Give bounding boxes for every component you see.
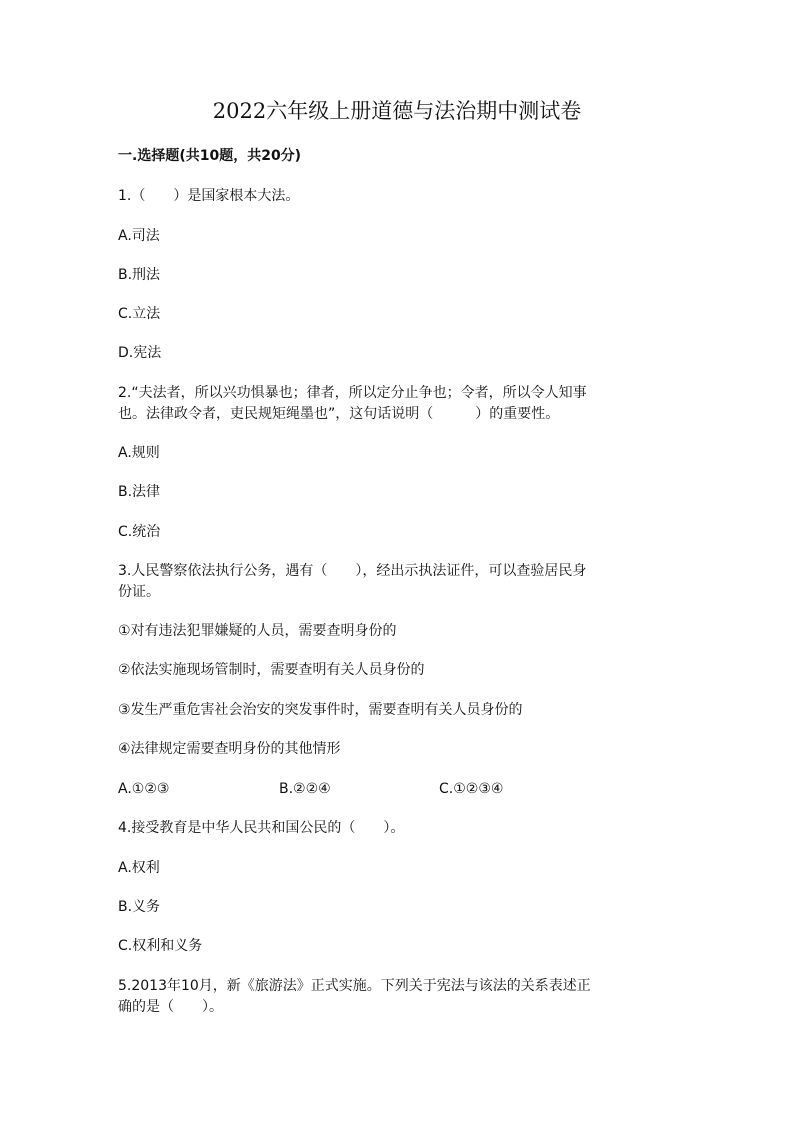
- question-2-option-c: C.统治: [118, 524, 161, 540]
- question-2-stem-line-1: 2.“夫法者，所以兴功惧暴也；律者，所以定分止争也；令者，所以令人知事: [118, 385, 587, 401]
- question-4-option-b: B.义务: [118, 899, 161, 915]
- question-1-option-a: A.司法: [118, 228, 160, 244]
- question-1-option-d: D.宪法: [118, 345, 162, 361]
- question-1-stem: 1.（ ）是国家根本大法。: [118, 188, 300, 204]
- question-3-statement-2: ②依法实施现场管制时，需要查明有关人员身份的: [118, 662, 425, 678]
- question-2-stem-line-2: 也。法律政令者，吏民规矩绳墨也”，这句话说明（ ）的重要性。: [118, 406, 560, 422]
- question-3-statement-3: ③发生严重危害社会治安的突发事件时，需要查明有关人员身份的: [118, 702, 523, 718]
- question-4-option-c: C.权利和义务: [118, 938, 203, 954]
- question-1-option-c: C.立法: [118, 306, 161, 322]
- question-4-stem: 4.接受教育是中华人民共和国公民的（ ）。: [118, 820, 405, 836]
- document-title: 2022六年级上册道德与法治期中测试卷: [212, 99, 582, 123]
- question-2-option-b: B.法律: [118, 484, 161, 500]
- question-2-option-a: A.规则: [118, 445, 160, 461]
- section-heading: 一.选择题(共10题，共20分): [118, 148, 302, 164]
- question-3-option-b: B.②②④: [279, 781, 331, 797]
- question-3-stem-line-1: 3.人民警察依法执行公务，遇有（ ），经出示执法证件，可以查验居民身: [118, 563, 587, 579]
- question-3-statement-1: ①对有违法犯罪嫌疑的人员，需要查明身份的: [118, 623, 397, 639]
- question-5-stem-line-2: 确的是（ ）。: [118, 999, 223, 1015]
- question-3-option-c: C.①②③④: [439, 781, 504, 797]
- question-3-stem-line-2: 份证。: [118, 584, 160, 600]
- question-3-option-a: A.①②③: [118, 781, 170, 797]
- question-3-statement-4: ④法律规定需要查明身份的其他情形: [118, 741, 341, 757]
- question-3-options-row: [118, 779, 598, 799]
- question-4-option-a: A.权利: [118, 860, 160, 876]
- question-5-stem-line-1: 5.2013年10月，新《旅游法》正式实施。下列关于宪法与该法的关系表述正: [118, 978, 591, 994]
- question-1-option-b: B.刑法: [118, 267, 161, 283]
